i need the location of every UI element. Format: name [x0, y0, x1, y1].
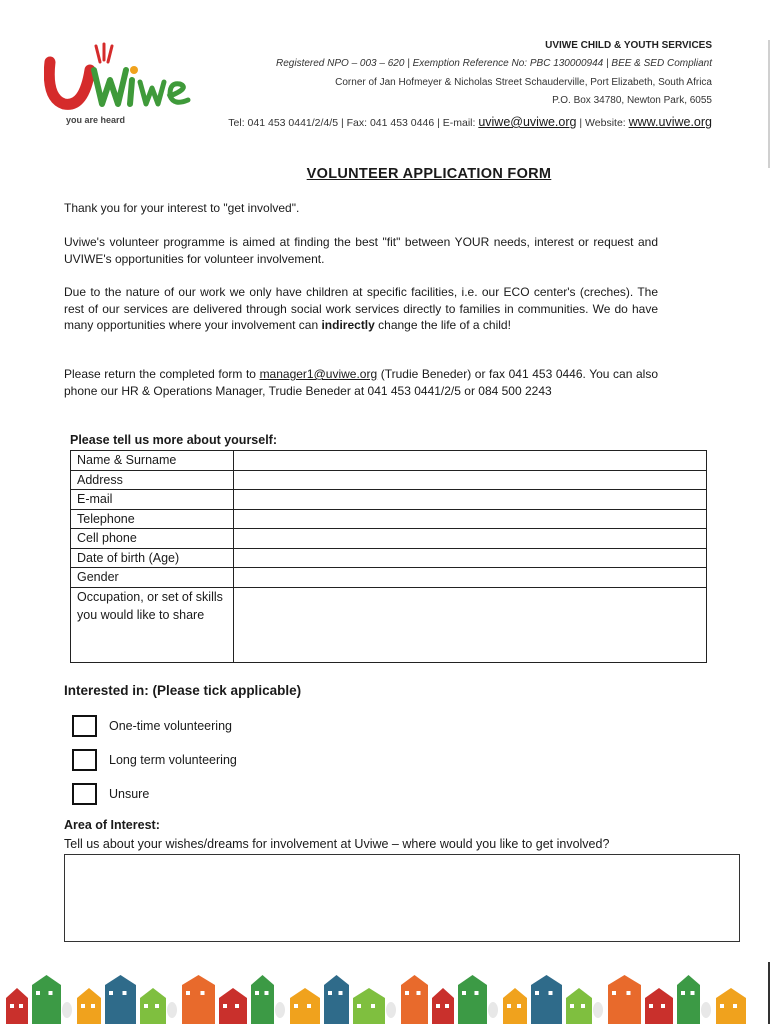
field-label: Occupation, or set of skills you would like to share [71, 587, 234, 662]
house-icon [105, 975, 136, 1024]
telephone-field[interactable] [234, 509, 707, 529]
registration-line: Registered NPO – 003 – 620 | Exemption Reference No: PBC 130000944 | BEE & SED Compliant [276, 58, 712, 69]
house-icon [182, 975, 215, 1024]
option-unsure[interactable] [72, 780, 149, 808]
date-of-birth-field[interactable] [234, 548, 707, 568]
gender-field[interactable] [234, 568, 707, 588]
website-link[interactable]: www.uviwe.org [628, 115, 712, 129]
tree-icon [701, 1002, 711, 1018]
form-title: VOLUNTEER APPLICATION FORM [306, 166, 552, 182]
house-icon [458, 975, 487, 1024]
area-heading: Area of Interest: [64, 818, 160, 832]
house-icon [140, 988, 166, 1024]
house-icon [503, 988, 527, 1024]
nature-text-start: Due to the nature of our work we only have children at specific facilities, i.e. our ECO center's (creches). The rest of our services are delivered through social work services directly to families in communities. We do have many opportunities where your involvement can [64, 285, 658, 332]
about-heading: Please tell us more about yourself: [70, 433, 278, 447]
return-paragraph [64, 366, 658, 399]
checkbox-label: Long term volunteering [109, 753, 237, 767]
field-label: Telephone [71, 509, 234, 529]
houses-footer-illustration [0, 958, 770, 1024]
checkbox-label: One-time volunteering [109, 719, 232, 733]
checkbox-label: Unsure [109, 787, 150, 801]
table-row [71, 587, 707, 662]
option-one-time[interactable] [72, 712, 232, 740]
checkbox[interactable] [72, 715, 97, 737]
house-icon [32, 975, 61, 1024]
checkbox[interactable] [72, 749, 97, 771]
house-icon [353, 988, 385, 1024]
table-row [71, 451, 707, 471]
tree-icon [167, 1002, 177, 1018]
area-of-interest-textbox[interactable] [64, 854, 740, 942]
house-icon [677, 975, 700, 1024]
area-question: Tell us about your wishes/dreams for involvement at Uviwe – where would you like to get involved? [64, 837, 610, 851]
house-icon [531, 975, 562, 1024]
tree-icon [62, 1002, 72, 1018]
house-icon [716, 988, 746, 1024]
field-label: Address [71, 470, 234, 490]
table-row [71, 470, 707, 490]
contact-line [228, 115, 712, 129]
tree-icon [275, 1002, 285, 1018]
logo-tagline: you are heard [66, 115, 126, 125]
field-label: E-mail [71, 490, 234, 510]
nature-paragraph [64, 284, 658, 334]
table-row [71, 509, 707, 529]
house-icon [401, 975, 428, 1024]
return-text-start: Please return the completed form to [64, 367, 260, 381]
nature-text-end: change the life of a child! [374, 318, 511, 332]
house-icon [566, 988, 592, 1024]
interests-heading: Interested in: (Please tick applicable) [64, 683, 302, 698]
field-label: Name & Surname [71, 451, 234, 471]
programme-paragraph: Uviwe's volunteer programme is aimed at finding the best "fit" between YOUR needs, interest or request and UVIWE's opportunities for volunteer involvement. [64, 235, 658, 266]
street-address: Corner of Jan Hofmeyer & Nicholas Street Schauderville, Port Elizabeth, South Africa [335, 77, 712, 88]
table-row [71, 568, 707, 588]
table-row [71, 548, 707, 568]
house-icon [290, 988, 320, 1024]
organisation-name: UVIWE CHILD & YOUTH SERVICES [545, 40, 712, 51]
house-icon [251, 975, 274, 1024]
personal-details-table [70, 450, 707, 663]
tree-icon [386, 1002, 396, 1018]
name-surname-field[interactable] [234, 451, 707, 471]
postal-address: P.O. Box 34780, Newton Park, 6055 [552, 95, 712, 106]
nature-emphasis: indirectly [321, 318, 375, 332]
tree-icon [593, 1002, 603, 1018]
field-label: Gender [71, 568, 234, 588]
email-field[interactable] [234, 490, 707, 510]
house-icon [219, 988, 247, 1024]
option-long-term[interactable] [72, 746, 237, 774]
intro-paragraph: Thank you for your interest to "get involved". [64, 201, 300, 215]
field-label: Cell phone [71, 529, 234, 549]
house-icon [77, 988, 101, 1024]
return-email-link[interactable]: manager1@uviwe.org [259, 367, 378, 381]
checkbox[interactable] [72, 783, 97, 805]
house-icon [645, 988, 673, 1024]
house-icon [608, 975, 641, 1024]
email-link[interactable]: uviwe@uviwe.org [478, 115, 577, 129]
contact-prefix: Tel: 041 453 0441/2/4/5 | Fax: 041 453 0446 | E-mail: [228, 117, 479, 129]
tree-icon [488, 1002, 498, 1018]
house-icon [6, 988, 28, 1024]
skills-field[interactable] [234, 587, 707, 662]
table-row [71, 490, 707, 510]
field-label: Date of birth (Age) [71, 548, 234, 568]
cell-phone-field[interactable] [234, 529, 707, 549]
website-separator: | Website: [576, 117, 629, 129]
house-icon [432, 988, 454, 1024]
address-field[interactable] [234, 470, 707, 490]
table-row [71, 529, 707, 549]
house-icon [324, 975, 349, 1024]
return-text-end: (Trudie Beneder) or fax 041 453 0446. You can also phone our HR & Operations Manager, Trudie Beneder at 041 453 0441/2/5 or 084 500 2243 [64, 367, 658, 398]
